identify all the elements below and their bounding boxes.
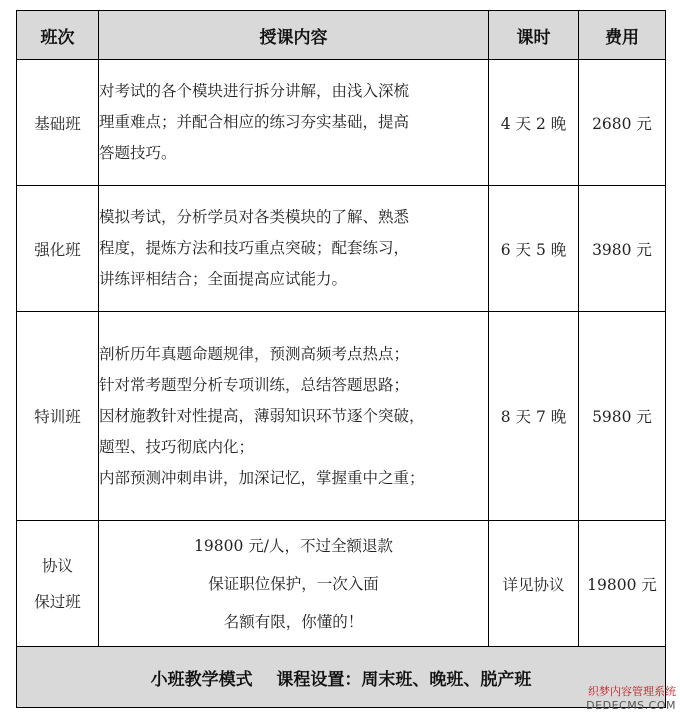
class-hours: 4 天 2 晚 <box>489 60 579 186</box>
class-hours: 8 天 7 晚 <box>489 312 579 521</box>
watermark-domain: DEDECMS.COM <box>586 699 676 712</box>
class-fee: 2680 元 <box>579 60 666 186</box>
class-content: 19800 元/人，不过全额退款 保证职位保护，一次入面 名额有限，你懂的！ <box>99 521 489 647</box>
class-name: 强化班 <box>17 186 99 312</box>
header-class: 班次 <box>17 11 99 60</box>
class-content: 对考试的各个模块进行拆分讲解，由浅入深梳 理重难点；并配合相应的练习夯实基础，提高 答题技巧。 <box>99 60 489 186</box>
table-row <box>17 60 666 186</box>
header-row <box>17 11 666 60</box>
site-watermark <box>586 685 676 713</box>
class-content: 模拟考试，分析学员对各类模块的了解、熟悉 程度，提炼方法和技巧重点突破；配套练习， 讲练评相结合；全面提高应试能力。 <box>99 186 489 312</box>
class-name: 协议 保过班 <box>17 521 99 647</box>
course-settings-footer: 小班教学模式 课程设置：周末班、晚班、脱产班 <box>17 647 666 708</box>
course-table <box>16 10 666 708</box>
class-name: 特训班 <box>17 312 99 521</box>
class-fee: 19800 元 <box>579 521 666 647</box>
footer-row <box>17 647 666 708</box>
header-fee: 费用 <box>579 11 666 60</box>
class-content: 剖析历年真题命题规律，预测高频考点热点； 针对常考题型分析专项训练，总结答题思路； 因材施教针对性提高，薄弱知识环节逐个突破， 题型、技巧彻底内化； 内部预测冲刺串讲，加深记忆，掌握重中之重； <box>99 312 489 521</box>
class-hours: 详见协议 <box>489 521 579 647</box>
watermark-title: 织梦内容管理系统 <box>588 685 676 698</box>
class-name: 基础班 <box>17 60 99 186</box>
class-fee: 5980 元 <box>579 312 666 521</box>
class-hours: 6 天 5 晚 <box>489 186 579 312</box>
table-row <box>17 312 666 521</box>
table-row <box>17 186 666 312</box>
header-content: 授课内容 <box>99 11 489 60</box>
class-fee: 3980 元 <box>579 186 666 312</box>
table-row <box>17 521 666 647</box>
header-hours: 课时 <box>489 11 579 60</box>
